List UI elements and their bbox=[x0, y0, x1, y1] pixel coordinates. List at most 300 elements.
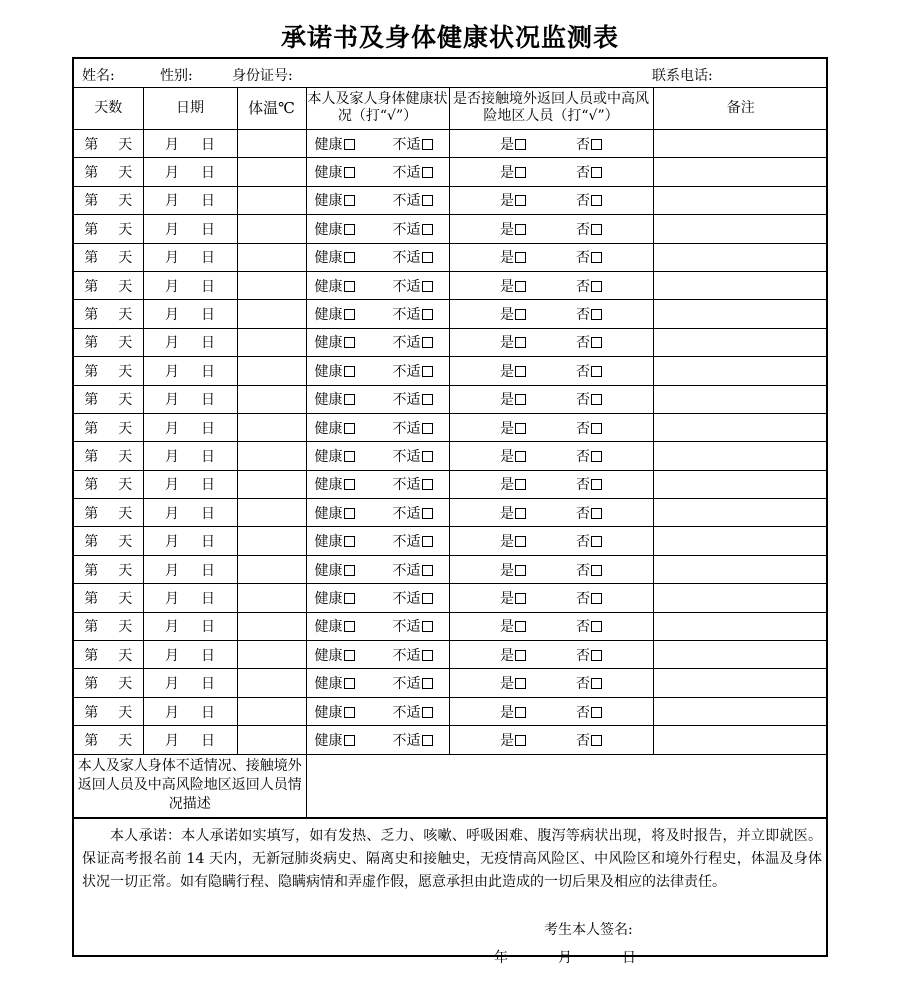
unwell-checkbox[interactable] bbox=[422, 366, 433, 377]
yes-checkbox[interactable] bbox=[515, 593, 526, 604]
no-checkbox[interactable] bbox=[591, 565, 602, 576]
healthy-label: 健康 bbox=[314, 335, 343, 352]
healthy-label: 健康 bbox=[314, 136, 343, 153]
day-suffix: 天 bbox=[118, 562, 133, 579]
remarks-cell[interactable] bbox=[653, 357, 828, 385]
remarks-cell[interactable] bbox=[653, 158, 828, 186]
temp-cell[interactable] bbox=[237, 357, 306, 385]
remarks-cell[interactable] bbox=[653, 413, 828, 441]
table-row bbox=[74, 215, 828, 243]
day-prefix: 第 bbox=[84, 619, 99, 636]
yes-checkbox[interactable] bbox=[515, 479, 526, 490]
day-suffix: 天 bbox=[118, 250, 133, 267]
no-checkbox[interactable] bbox=[591, 366, 602, 377]
yes-checkbox[interactable] bbox=[515, 508, 526, 519]
no-label: 否 bbox=[576, 221, 590, 238]
no-label: 否 bbox=[576, 448, 590, 465]
unwell-label: 不适 bbox=[392, 335, 421, 352]
day-suffix: 天 bbox=[118, 505, 133, 522]
no-checkbox[interactable] bbox=[591, 337, 602, 348]
healthy-checkbox[interactable] bbox=[344, 195, 355, 206]
yes-checkbox[interactable] bbox=[515, 394, 526, 405]
date-day: 日 bbox=[201, 136, 215, 153]
date-day: 日 bbox=[201, 221, 215, 238]
healthy-checkbox[interactable] bbox=[344, 479, 355, 490]
unwell-checkbox[interactable] bbox=[422, 337, 433, 348]
description-field[interactable] bbox=[306, 754, 828, 817]
date-month: 月 bbox=[165, 250, 179, 267]
contact-cell bbox=[449, 215, 653, 243]
no-checkbox[interactable] bbox=[591, 707, 602, 718]
unwell-checkbox[interactable] bbox=[422, 281, 433, 292]
healthy-checkbox[interactable] bbox=[344, 451, 355, 462]
temp-cell[interactable] bbox=[237, 584, 306, 612]
sign-date-year: 年 bbox=[494, 950, 508, 966]
remarks-cell[interactable] bbox=[653, 555, 828, 583]
health-cell bbox=[306, 271, 449, 299]
day-cell bbox=[74, 130, 143, 158]
healthy-checkbox[interactable] bbox=[344, 252, 355, 263]
id-field-label[interactable]: 身份证号: bbox=[232, 68, 293, 84]
healthy-label: 健康 bbox=[314, 221, 343, 238]
temp-cell[interactable] bbox=[237, 130, 306, 158]
remarks-cell[interactable] bbox=[653, 271, 828, 299]
day-cell bbox=[74, 413, 143, 441]
table-header bbox=[74, 87, 828, 130]
unwell-checkbox[interactable] bbox=[422, 479, 433, 490]
date-cell[interactable] bbox=[143, 669, 237, 697]
table-row bbox=[74, 385, 828, 413]
date-month: 月 bbox=[165, 562, 179, 579]
remarks-cell[interactable] bbox=[653, 612, 828, 640]
unwell-label: 不适 bbox=[392, 505, 421, 522]
unwell-checkbox[interactable] bbox=[422, 195, 433, 206]
date-cell[interactable] bbox=[143, 470, 237, 498]
yes-checkbox[interactable] bbox=[515, 195, 526, 206]
date-cell[interactable] bbox=[143, 726, 237, 754]
yes-checkbox[interactable] bbox=[515, 167, 526, 178]
date-cell[interactable] bbox=[143, 584, 237, 612]
date-cell[interactable] bbox=[143, 300, 237, 328]
no-label: 否 bbox=[576, 590, 590, 607]
unwell-checkbox[interactable] bbox=[422, 593, 433, 604]
healthy-label: 健康 bbox=[314, 619, 343, 636]
date-day: 日 bbox=[201, 448, 215, 465]
date-cell[interactable] bbox=[143, 158, 237, 186]
description-row bbox=[74, 754, 828, 817]
temp-cell[interactable] bbox=[237, 641, 306, 669]
day-cell bbox=[74, 243, 143, 271]
unwell-checkbox[interactable] bbox=[422, 707, 433, 718]
day-cell bbox=[74, 300, 143, 328]
remarks-cell[interactable] bbox=[653, 584, 828, 612]
date-month: 月 bbox=[165, 505, 179, 522]
temp-cell[interactable] bbox=[237, 726, 306, 754]
healthy-label: 健康 bbox=[314, 704, 343, 721]
no-checkbox[interactable] bbox=[591, 451, 602, 462]
date-month: 月 bbox=[165, 221, 179, 238]
date-cell[interactable] bbox=[143, 385, 237, 413]
name-field-label[interactable]: 姓名: bbox=[82, 68, 115, 84]
day-cell bbox=[74, 470, 143, 498]
day-prefix: 第 bbox=[84, 534, 99, 551]
day-cell bbox=[74, 357, 143, 385]
temp-cell[interactable] bbox=[237, 385, 306, 413]
yes-label: 是 bbox=[500, 136, 514, 153]
unwell-label: 不适 bbox=[392, 619, 421, 636]
remarks-cell[interactable] bbox=[653, 726, 828, 754]
unwell-checkbox[interactable] bbox=[422, 252, 433, 263]
day-prefix: 第 bbox=[84, 335, 99, 352]
unwell-label: 不适 bbox=[392, 193, 421, 210]
date-cell[interactable] bbox=[143, 499, 237, 527]
day-cell bbox=[74, 271, 143, 299]
unwell-checkbox[interactable] bbox=[422, 536, 433, 547]
temp-cell[interactable] bbox=[237, 413, 306, 441]
day-cell bbox=[74, 584, 143, 612]
healthy-checkbox[interactable] bbox=[344, 281, 355, 292]
date-day: 日 bbox=[201, 534, 215, 551]
day-prefix: 第 bbox=[84, 307, 99, 324]
health-cell bbox=[306, 413, 449, 441]
unwell-label: 不适 bbox=[392, 676, 421, 693]
day-suffix: 天 bbox=[118, 704, 133, 721]
day-cell bbox=[74, 442, 143, 470]
health-cell bbox=[306, 357, 449, 385]
date-cell[interactable] bbox=[143, 328, 237, 356]
unwell-label: 不适 bbox=[392, 590, 421, 607]
health-cell bbox=[306, 669, 449, 697]
healthy-label: 健康 bbox=[314, 392, 343, 409]
unwell-checkbox[interactable] bbox=[422, 423, 433, 434]
no-checkbox[interactable] bbox=[591, 309, 602, 320]
day-suffix: 天 bbox=[118, 732, 133, 749]
yes-checkbox[interactable] bbox=[515, 281, 526, 292]
date-month: 月 bbox=[165, 619, 179, 636]
table-row bbox=[74, 243, 828, 271]
table-row bbox=[74, 470, 828, 498]
remarks-cell[interactable] bbox=[653, 669, 828, 697]
remarks-cell[interactable] bbox=[653, 186, 828, 214]
unwell-checkbox[interactable] bbox=[422, 621, 433, 632]
no-label: 否 bbox=[576, 477, 590, 494]
remarks-cell[interactable] bbox=[653, 499, 828, 527]
date-month: 月 bbox=[165, 307, 179, 324]
date-cell[interactable] bbox=[143, 130, 237, 158]
date-cell[interactable] bbox=[143, 357, 237, 385]
day-cell bbox=[74, 186, 143, 214]
temp-cell[interactable] bbox=[237, 669, 306, 697]
healthy-label: 健康 bbox=[314, 505, 343, 522]
no-checkbox[interactable] bbox=[591, 224, 602, 235]
no-checkbox[interactable] bbox=[591, 479, 602, 490]
health-cell bbox=[306, 215, 449, 243]
remarks-cell[interactable] bbox=[653, 641, 828, 669]
unwell-checkbox[interactable] bbox=[422, 167, 433, 178]
no-label: 否 bbox=[576, 136, 590, 153]
no-checkbox[interactable] bbox=[591, 735, 602, 746]
healthy-checkbox[interactable] bbox=[344, 508, 355, 519]
yes-label: 是 bbox=[500, 676, 514, 693]
table-row bbox=[74, 641, 828, 669]
temp-cell[interactable] bbox=[237, 527, 306, 555]
date-cell[interactable] bbox=[143, 413, 237, 441]
temp-cell[interactable] bbox=[237, 470, 306, 498]
day-prefix: 第 bbox=[84, 221, 99, 238]
no-label: 否 bbox=[576, 250, 590, 267]
unwell-checkbox[interactable] bbox=[422, 678, 433, 689]
date-cell[interactable] bbox=[143, 186, 237, 214]
remarks-cell[interactable] bbox=[653, 300, 828, 328]
no-checkbox[interactable] bbox=[591, 678, 602, 689]
no-label: 否 bbox=[576, 392, 590, 409]
unwell-checkbox[interactable] bbox=[422, 508, 433, 519]
date-month: 月 bbox=[165, 420, 179, 437]
yes-label: 是 bbox=[500, 647, 514, 664]
yes-checkbox[interactable] bbox=[515, 735, 526, 746]
temp-cell[interactable] bbox=[237, 328, 306, 356]
no-checkbox[interactable] bbox=[591, 536, 602, 547]
date-month: 月 bbox=[165, 363, 179, 380]
contact-cell bbox=[449, 130, 653, 158]
day-prefix: 第 bbox=[84, 732, 99, 749]
yes-checkbox[interactable] bbox=[515, 423, 526, 434]
date-cell[interactable] bbox=[143, 641, 237, 669]
no-checkbox[interactable] bbox=[591, 650, 602, 661]
unwell-checkbox[interactable] bbox=[422, 565, 433, 576]
yes-checkbox[interactable] bbox=[515, 451, 526, 462]
info-bar bbox=[74, 59, 826, 88]
temp-cell[interactable] bbox=[237, 215, 306, 243]
temp-cell[interactable] bbox=[237, 186, 306, 214]
date-cell[interactable] bbox=[143, 555, 237, 583]
yes-checkbox[interactable] bbox=[515, 139, 526, 150]
yes-checkbox[interactable] bbox=[515, 650, 526, 661]
unwell-checkbox[interactable] bbox=[422, 394, 433, 405]
unwell-checkbox[interactable] bbox=[422, 224, 433, 235]
yes-label: 是 bbox=[500, 165, 514, 182]
unwell-checkbox[interactable] bbox=[422, 139, 433, 150]
remarks-cell[interactable] bbox=[653, 385, 828, 413]
temp-cell[interactable] bbox=[237, 300, 306, 328]
table-row bbox=[74, 130, 828, 158]
unwell-checkbox[interactable] bbox=[422, 309, 433, 320]
health-cell bbox=[306, 612, 449, 640]
day-prefix: 第 bbox=[84, 505, 99, 522]
yes-checkbox[interactable] bbox=[515, 678, 526, 689]
date-day: 日 bbox=[201, 732, 215, 749]
healthy-checkbox[interactable] bbox=[344, 678, 355, 689]
temp-cell[interactable] bbox=[237, 442, 306, 470]
day-prefix: 第 bbox=[84, 647, 99, 664]
no-checkbox[interactable] bbox=[591, 195, 602, 206]
no-checkbox[interactable] bbox=[591, 252, 602, 263]
remarks-cell[interactable] bbox=[653, 328, 828, 356]
yes-checkbox[interactable] bbox=[515, 707, 526, 718]
unwell-checkbox[interactable] bbox=[422, 650, 433, 661]
health-cell bbox=[306, 158, 449, 186]
yes-checkbox[interactable] bbox=[515, 309, 526, 320]
yes-label: 是 bbox=[500, 477, 514, 494]
temp-cell[interactable] bbox=[237, 555, 306, 583]
date-month: 月 bbox=[165, 392, 179, 409]
temp-cell[interactable] bbox=[237, 243, 306, 271]
healthy-checkbox[interactable] bbox=[344, 394, 355, 405]
day-suffix: 天 bbox=[118, 307, 133, 324]
remarks-cell[interactable] bbox=[653, 470, 828, 498]
health-cell bbox=[306, 300, 449, 328]
day-prefix: 第 bbox=[84, 136, 99, 153]
date-month: 月 bbox=[165, 278, 179, 295]
healthy-checkbox[interactable] bbox=[344, 139, 355, 150]
temp-cell[interactable] bbox=[237, 499, 306, 527]
yes-checkbox[interactable] bbox=[515, 252, 526, 263]
healthy-label: 健康 bbox=[314, 534, 343, 551]
gender-field-label[interactable]: 性别: bbox=[160, 68, 193, 84]
health-cell bbox=[306, 130, 449, 158]
no-checkbox[interactable] bbox=[591, 621, 602, 632]
health-cell bbox=[306, 697, 449, 725]
remarks-cell[interactable] bbox=[653, 697, 828, 725]
day-suffix: 天 bbox=[118, 619, 133, 636]
day-suffix: 天 bbox=[118, 278, 133, 295]
healthy-checkbox[interactable] bbox=[344, 565, 355, 576]
date-month: 月 bbox=[165, 732, 179, 749]
day-suffix: 天 bbox=[118, 590, 133, 607]
health-cell bbox=[306, 584, 449, 612]
day-suffix: 天 bbox=[118, 136, 133, 153]
date-month: 月 bbox=[165, 647, 179, 664]
form-title: 承诺书及身体健康状况监测表 bbox=[280, 23, 619, 52]
unwell-label: 不适 bbox=[392, 363, 421, 380]
yes-checkbox[interactable] bbox=[515, 565, 526, 576]
temp-cell[interactable] bbox=[237, 158, 306, 186]
healthy-checkbox[interactable] bbox=[344, 621, 355, 632]
healthy-checkbox[interactable] bbox=[344, 650, 355, 661]
pledge-section bbox=[74, 818, 828, 966]
temp-cell[interactable] bbox=[237, 697, 306, 725]
remarks-cell[interactable] bbox=[653, 243, 828, 271]
healthy-checkbox[interactable] bbox=[344, 707, 355, 718]
healthy-checkbox[interactable] bbox=[344, 224, 355, 235]
date-month: 月 bbox=[165, 335, 179, 352]
no-checkbox[interactable] bbox=[591, 423, 602, 434]
day-cell bbox=[74, 612, 143, 640]
header-health: 本人及家人身体健康状况（打“√”） bbox=[306, 87, 449, 130]
unwell-label: 不适 bbox=[392, 420, 421, 437]
phone-field-label[interactable]: 联系电话: bbox=[652, 68, 713, 84]
yes-checkbox[interactable] bbox=[515, 224, 526, 235]
date-cell[interactable] bbox=[143, 271, 237, 299]
date-cell[interactable] bbox=[143, 612, 237, 640]
healthy-checkbox[interactable] bbox=[344, 309, 355, 320]
no-checkbox[interactable] bbox=[591, 394, 602, 405]
contact-cell bbox=[449, 669, 653, 697]
healthy-checkbox[interactable] bbox=[344, 337, 355, 348]
no-label: 否 bbox=[576, 505, 590, 522]
no-label: 否 bbox=[576, 193, 590, 210]
day-prefix: 第 bbox=[84, 448, 99, 465]
yes-checkbox[interactable] bbox=[515, 366, 526, 377]
contact-cell bbox=[449, 499, 653, 527]
healthy-checkbox[interactable] bbox=[344, 366, 355, 377]
no-checkbox[interactable] bbox=[591, 593, 602, 604]
date-cell[interactable] bbox=[143, 527, 237, 555]
table-row bbox=[74, 186, 828, 214]
healthy-label: 健康 bbox=[314, 477, 343, 494]
contact-cell bbox=[449, 612, 653, 640]
date-month: 月 bbox=[165, 165, 179, 182]
date-cell[interactable] bbox=[143, 243, 237, 271]
no-checkbox[interactable] bbox=[591, 281, 602, 292]
unwell-label: 不适 bbox=[392, 704, 421, 721]
day-suffix: 天 bbox=[118, 647, 133, 664]
no-checkbox[interactable] bbox=[591, 167, 602, 178]
remarks-cell[interactable] bbox=[653, 130, 828, 158]
no-checkbox[interactable] bbox=[591, 139, 602, 150]
health-cell bbox=[306, 470, 449, 498]
day-suffix: 天 bbox=[118, 420, 133, 437]
yes-label: 是 bbox=[500, 193, 514, 210]
contact-cell bbox=[449, 470, 653, 498]
healthy-checkbox[interactable] bbox=[344, 735, 355, 746]
day-prefix: 第 bbox=[84, 392, 99, 409]
healthy-label: 健康 bbox=[314, 250, 343, 267]
yes-label: 是 bbox=[500, 250, 514, 267]
no-checkbox[interactable] bbox=[591, 508, 602, 519]
date-cell[interactable] bbox=[143, 442, 237, 470]
no-label: 否 bbox=[576, 676, 590, 693]
unwell-label: 不适 bbox=[392, 732, 421, 749]
day-suffix: 天 bbox=[118, 193, 133, 210]
temp-cell[interactable] bbox=[237, 271, 306, 299]
yes-checkbox[interactable] bbox=[515, 337, 526, 348]
date-month: 月 bbox=[165, 676, 179, 693]
temp-cell[interactable] bbox=[237, 612, 306, 640]
remarks-cell[interactable] bbox=[653, 215, 828, 243]
healthy-checkbox[interactable] bbox=[344, 167, 355, 178]
yes-checkbox[interactable] bbox=[515, 536, 526, 547]
yes-label: 是 bbox=[500, 363, 514, 380]
yes-checkbox[interactable] bbox=[515, 621, 526, 632]
healthy-checkbox[interactable] bbox=[344, 536, 355, 547]
day-cell bbox=[74, 669, 143, 697]
date-cell[interactable] bbox=[143, 215, 237, 243]
signature-label[interactable]: 考生本人签名: bbox=[544, 922, 633, 938]
day-cell bbox=[74, 385, 143, 413]
unwell-label: 不适 bbox=[392, 534, 421, 551]
day-cell bbox=[74, 499, 143, 527]
form-frame bbox=[72, 57, 828, 966]
remarks-cell[interactable] bbox=[653, 527, 828, 555]
remarks-cell[interactable] bbox=[653, 442, 828, 470]
date-day: 日 bbox=[201, 505, 215, 522]
contact-cell bbox=[449, 158, 653, 186]
unwell-label: 不适 bbox=[392, 647, 421, 664]
day-cell bbox=[74, 726, 143, 754]
healthy-checkbox[interactable] bbox=[344, 593, 355, 604]
table-row bbox=[74, 271, 828, 299]
table-row bbox=[74, 158, 828, 186]
healthy-checkbox[interactable] bbox=[344, 423, 355, 434]
header-contact: 是否接触境外返回人员或中高风险地区人员（打“√”） bbox=[449, 87, 653, 130]
day-prefix: 第 bbox=[84, 477, 99, 494]
unwell-label: 不适 bbox=[392, 165, 421, 182]
unwell-checkbox[interactable] bbox=[422, 451, 433, 462]
unwell-checkbox[interactable] bbox=[422, 735, 433, 746]
date-cell[interactable] bbox=[143, 697, 237, 725]
contact-cell bbox=[449, 413, 653, 441]
